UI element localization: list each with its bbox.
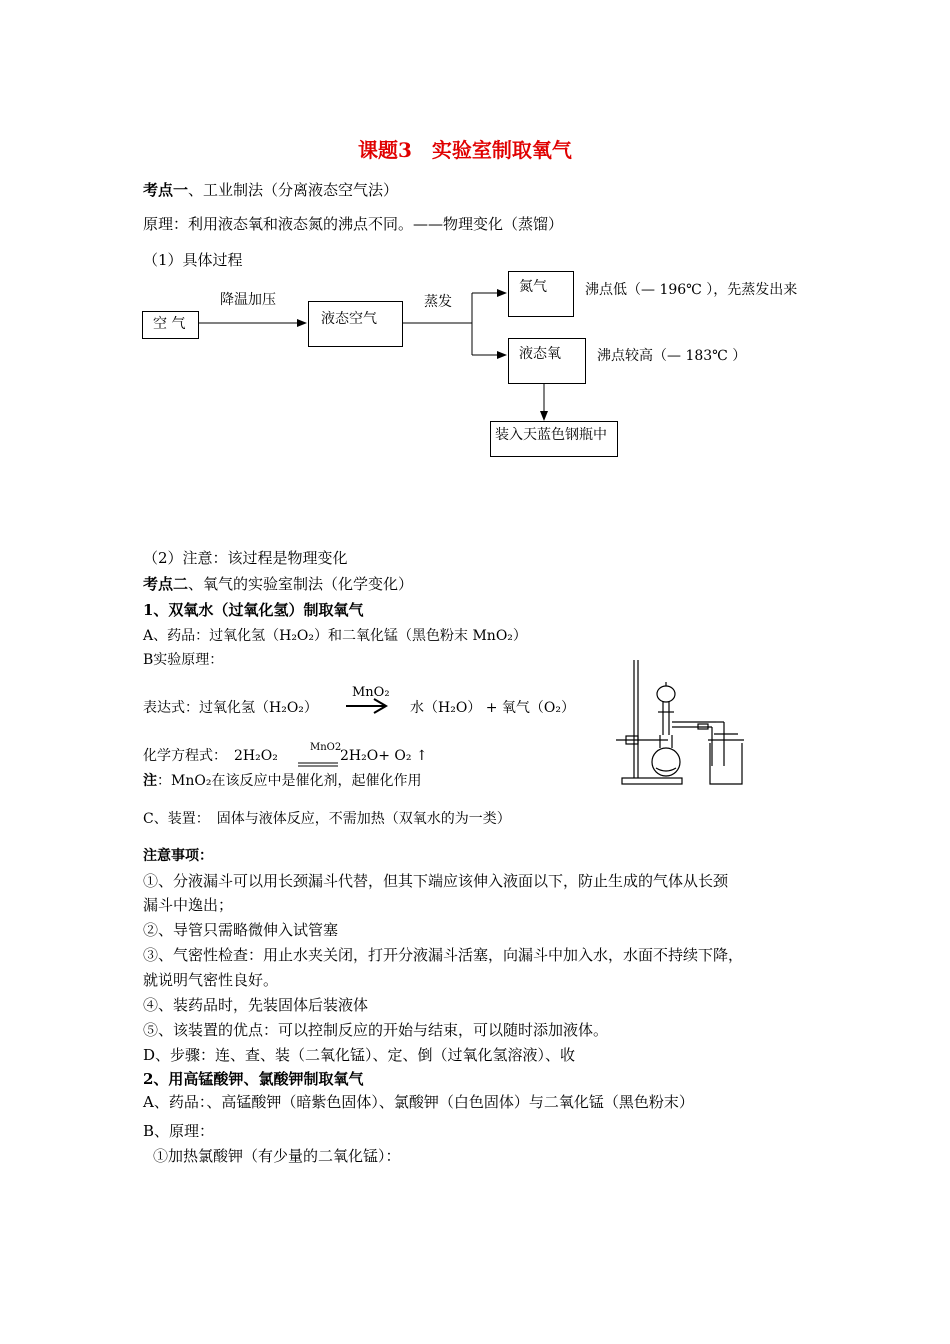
section1-heading-bold: 考点一 bbox=[143, 181, 189, 199]
nitrogen-note: 沸点低（— 196℃ ），先蒸发出来 bbox=[585, 282, 798, 298]
catalyst-label: MnO₂ bbox=[352, 685, 390, 700]
section2-heading-bold: 考点二 bbox=[143, 575, 189, 593]
cool-compress-label: 降温加压 bbox=[220, 292, 276, 308]
page-title: 课题3 实验室制取氧气 bbox=[358, 138, 572, 162]
section1-note: （2）注意：该过程是物理变化 bbox=[143, 549, 348, 567]
caution-3b: 就说明气密性良好。 bbox=[143, 971, 279, 989]
section1-heading-rest: 、工业制法（分离液态空气法） bbox=[188, 181, 399, 199]
expression-left: 表达式：过氧化氢（H₂O₂） bbox=[143, 700, 318, 716]
heating-line: ①加热氯酸钾（有少量的二氧化锰）： bbox=[153, 1147, 401, 1165]
liquid-oxygen-label: 液态氧 bbox=[519, 346, 561, 362]
equation-condition: MnO2 bbox=[310, 742, 342, 753]
drugs-line: A、药品：过氧化氢（H₂O₂）和二氧化锰（黑色粉末 MnO₂） bbox=[143, 628, 527, 644]
caution-1a: ①、分液漏斗可以用长颈漏斗代替，但其下端应该伸入液面以下，防止生成的气体从长颈 bbox=[143, 872, 729, 890]
expression-right: 水（H₂O） + 氧气（O₂） bbox=[410, 700, 576, 716]
catalyst-note-rest: ：MnO₂在该反应中是催化剂，起催化作用 bbox=[157, 773, 422, 789]
storage-label: 装入天蓝色钢瓶中 bbox=[495, 427, 607, 443]
oxygen-note: 沸点较高（— 183℃ ） bbox=[597, 348, 747, 364]
equation-right: 2H₂O+ O₂ ↑ bbox=[340, 748, 428, 764]
caution-2: ②、导管只需略微伸入试管塞 bbox=[143, 921, 339, 939]
principle2-line: B、原理： bbox=[143, 1122, 215, 1140]
caution-5: ⑤、该装置的优点：可以控制反应的开始与结束，可以随时添加液体。 bbox=[143, 1021, 609, 1039]
drugs2-line: A、药品：、高锰酸钾（暗紫色固体）、氯酸钾（白色固体）与二氧化锰（黑色粉末） bbox=[143, 1093, 694, 1111]
steps-line: D、步骤：连、查、装（二氧化锰）、定、倒（过氧化氢溶液）、收 bbox=[143, 1046, 576, 1064]
subsection1-title: 1、双氧水（过氧化氢）制取氧气 bbox=[143, 601, 364, 619]
cautions-title: 注意事项： bbox=[143, 848, 213, 864]
subsection2-title: 2、用高锰酸钾、氯酸钾制取氧气 bbox=[143, 1070, 364, 1088]
evaporate-label: 蒸发 bbox=[424, 294, 452, 310]
nitrogen-label: 氮气 bbox=[519, 279, 547, 295]
section2-heading-rest: 、氧气的实验室制法（化学变化） bbox=[188, 575, 414, 593]
catalyst-note-bold: 注 bbox=[143, 773, 157, 789]
liquid-air-label: 液态空气 bbox=[321, 311, 377, 327]
process-label: （1）具体过程 bbox=[143, 251, 243, 269]
caution-3a: ③、气密性检查：用止水夹关闭，打开分液漏斗活塞，向漏斗中加入水，水面不持续下降， bbox=[143, 946, 744, 964]
equation-left: 化学方程式： 2H₂O₂ bbox=[143, 748, 278, 764]
apparatus-line: C、装置： 固体与液体反应，不需加热（双氧水的为一类） bbox=[143, 811, 511, 827]
caution-4: ④、装药品时，先装固体后装液体 bbox=[143, 996, 369, 1014]
principle-line: B实验原理： bbox=[143, 652, 224, 668]
caution-1b: 漏斗中逸出； bbox=[143, 896, 234, 914]
section1-principle: 原理：利用液态氧和液态氮的沸点不同。——物理变化（蒸馏） bbox=[143, 215, 564, 233]
air-label: 空 气 bbox=[153, 316, 186, 332]
